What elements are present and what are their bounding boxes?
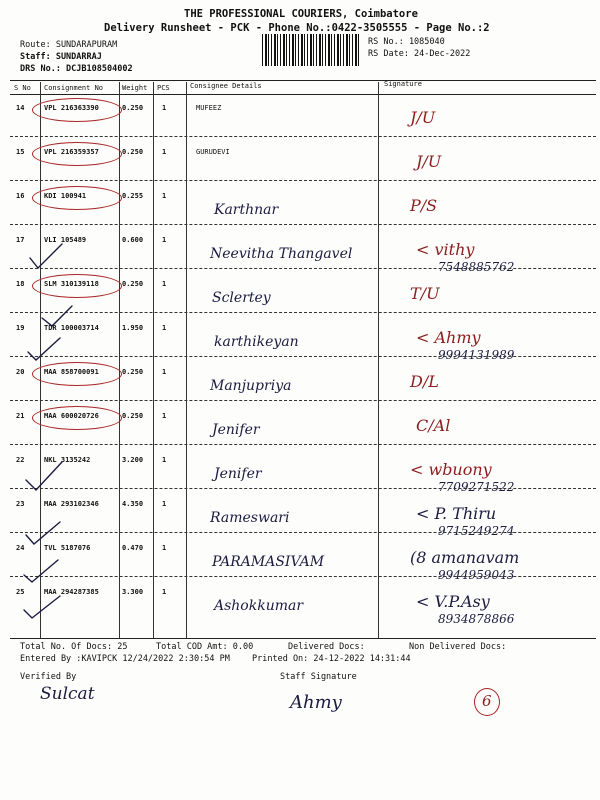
row-consignment-no: NKL 3135242 xyxy=(44,456,91,464)
drs-label: DRS No.: DCJB108504002 xyxy=(20,64,133,74)
row-consignee-handwritten: PARAMASIVAM xyxy=(212,554,325,570)
row-consignment-no: TVL 5187076 xyxy=(44,544,91,552)
row-consignee-handwritten: karthikeyan xyxy=(214,334,299,350)
row-weight: 0.250 xyxy=(122,412,144,420)
row-signature: J/U xyxy=(410,108,436,127)
row-consignee: MUFEEZ xyxy=(196,104,222,112)
row-consignee-handwritten: Jenifer xyxy=(214,466,262,482)
row-consignment-no: VLI 105489 xyxy=(44,236,87,244)
row-pcs: 1 xyxy=(162,148,167,156)
row-sno: 22 xyxy=(16,456,25,464)
row-weight: 0.250 xyxy=(122,280,144,288)
row-consignment-no: MAA 600020726 xyxy=(44,412,99,420)
verified-by-label: Verified By xyxy=(20,672,77,682)
row-weight: 3.300 xyxy=(122,588,144,596)
company-title: THE PROFESSIONAL COURIERS, Coimbatore xyxy=(184,8,418,20)
col-header-consignee: Consignee Details xyxy=(190,82,262,90)
rs-number: RS No.: 1085040 xyxy=(368,37,445,47)
row-weight: 0.250 xyxy=(122,368,144,376)
row-phone-handwritten: 9944959043 xyxy=(438,568,515,582)
row-sno: 16 xyxy=(16,192,25,200)
rs-date: RS Date: 24-Dec-2022 xyxy=(368,49,471,59)
row-sno: 21 xyxy=(16,412,25,420)
row-signature: (8 amanavam xyxy=(410,548,520,567)
row-phone-handwritten: 8934878866 xyxy=(438,612,515,626)
row-consignment-no: TDR 100003714 xyxy=(44,324,99,332)
row-weight: 4.350 xyxy=(122,500,144,508)
footer-rule xyxy=(10,638,596,639)
row-pcs: 1 xyxy=(162,500,167,508)
tick-mark xyxy=(26,522,60,544)
row-signature: T/U xyxy=(410,284,440,303)
row-consignee: GURUDEVI xyxy=(196,148,230,156)
row-sno: 15 xyxy=(16,148,25,156)
row-consignee-handwritten: Jenifer xyxy=(212,422,260,438)
row-sno: 23 xyxy=(16,500,25,508)
row-signature: < wbuony xyxy=(410,460,492,479)
staff-signature-label: Staff Signature xyxy=(280,672,357,682)
total-cod: Total COD Amt: 0.00 xyxy=(156,642,254,652)
row-sno: 25 xyxy=(16,588,25,596)
row-consignee-handwritten: Manjupriya xyxy=(210,378,292,394)
row-consignment-no: KDI 100941 xyxy=(44,192,87,200)
staff-signature: Ahmy xyxy=(290,692,342,713)
route-label: Route: SUNDARAPURAM xyxy=(20,40,118,50)
col-header-signature: Signature xyxy=(384,80,422,88)
row-sno: 24 xyxy=(16,544,25,552)
row-signature: J/U xyxy=(416,152,442,171)
row-sno: 14 xyxy=(16,104,25,112)
row-pcs: 1 xyxy=(162,104,167,112)
row-signature: C/Al xyxy=(416,416,451,435)
row-weight: 0.470 xyxy=(122,544,144,552)
row-signature: P/S xyxy=(410,196,438,215)
row-pcs: 1 xyxy=(162,280,167,288)
row-weight: 0.250 xyxy=(122,148,144,156)
row-sno: 17 xyxy=(16,236,25,244)
verified-signature: Sulcat xyxy=(40,684,95,704)
row-pcs: 1 xyxy=(162,412,167,420)
row-sno: 20 xyxy=(16,368,25,376)
row-phone-handwritten: 9715249274 xyxy=(438,524,515,538)
row-consignee-handwritten: Ashokkumar xyxy=(214,598,304,614)
row-sno: 18 xyxy=(16,280,25,288)
row-consignment-no: MAA 294287385 xyxy=(44,588,99,596)
row-signature: < Ahmy xyxy=(416,328,481,347)
row-pcs: 1 xyxy=(162,544,167,552)
row-weight: 1.950 xyxy=(122,324,144,332)
col-header-pcs: PCS xyxy=(157,84,170,92)
tick-mark xyxy=(24,596,60,618)
row-weight: 0.600 xyxy=(122,236,144,244)
tick-mark xyxy=(28,338,60,360)
tick-mark xyxy=(30,244,62,268)
col-header-consignment: Consignment No xyxy=(44,84,104,92)
row-signature: < vithy xyxy=(416,240,475,259)
delivered-docs: Delivered Docs: xyxy=(288,642,365,652)
page-mark-circle: 6 xyxy=(474,688,500,716)
col-header-sno: S No xyxy=(14,84,31,92)
runsheet-subtitle: Delivery Runsheet - PCK - Phone No.:0422-3505555 - Page No.:2 xyxy=(104,22,490,34)
row-consignment-no: MAA 293102346 xyxy=(44,500,99,508)
row-pcs: 1 xyxy=(162,236,167,244)
row-weight: 3.200 xyxy=(122,456,144,464)
row-consignee-handwritten: Karthnar xyxy=(214,202,279,218)
row-consignment-no: SLM 310139118 xyxy=(44,280,99,288)
row-phone-handwritten: 7548885762 xyxy=(438,260,515,274)
tick-mark xyxy=(42,306,72,326)
row-pcs: 1 xyxy=(162,456,167,464)
total-docs: Total No. Of Docs: 25 xyxy=(20,642,128,652)
row-phone-handwritten: 9994131989 xyxy=(438,348,515,362)
row-consignee-handwritten: Sclertey xyxy=(212,290,271,306)
row-pcs: 1 xyxy=(162,588,167,596)
row-signature: < P. Thiru xyxy=(416,504,497,523)
row-signature: < V.P.Asy xyxy=(416,592,490,611)
row-consignment-no: MAA 858700091 xyxy=(44,368,99,376)
row-weight: 0.255 xyxy=(122,192,144,200)
row-phone-handwritten: 7709271522 xyxy=(438,480,515,494)
tick-mark xyxy=(24,560,58,582)
row-sno: 19 xyxy=(16,324,25,332)
row-weight: 0.250 xyxy=(122,104,144,112)
col-header-weight: Weight xyxy=(122,84,148,92)
staff-label: Staff: SUNDARRAJ xyxy=(20,52,102,62)
row-pcs: 1 xyxy=(162,324,167,332)
printed-on: Printed On: 24-12-2022 14:31:44 xyxy=(252,654,411,664)
row-consignment-no: VPL 216363390 xyxy=(44,104,99,112)
row-consignee-handwritten: Rameswari xyxy=(210,510,290,526)
row-consignment-no: VPL 216359357 xyxy=(44,148,99,156)
non-delivered-docs: Non Delivered Docs: xyxy=(409,642,507,652)
row-consignee-handwritten: Neevitha Thangavel xyxy=(210,246,353,262)
row-signature: D/L xyxy=(410,372,439,391)
entered-by: Entered By :KAVIPCK 12/24/2022 2:30:54 PM xyxy=(20,654,230,664)
row-pcs: 1 xyxy=(162,368,167,376)
row-pcs: 1 xyxy=(162,192,167,200)
tick-mark xyxy=(26,462,62,490)
